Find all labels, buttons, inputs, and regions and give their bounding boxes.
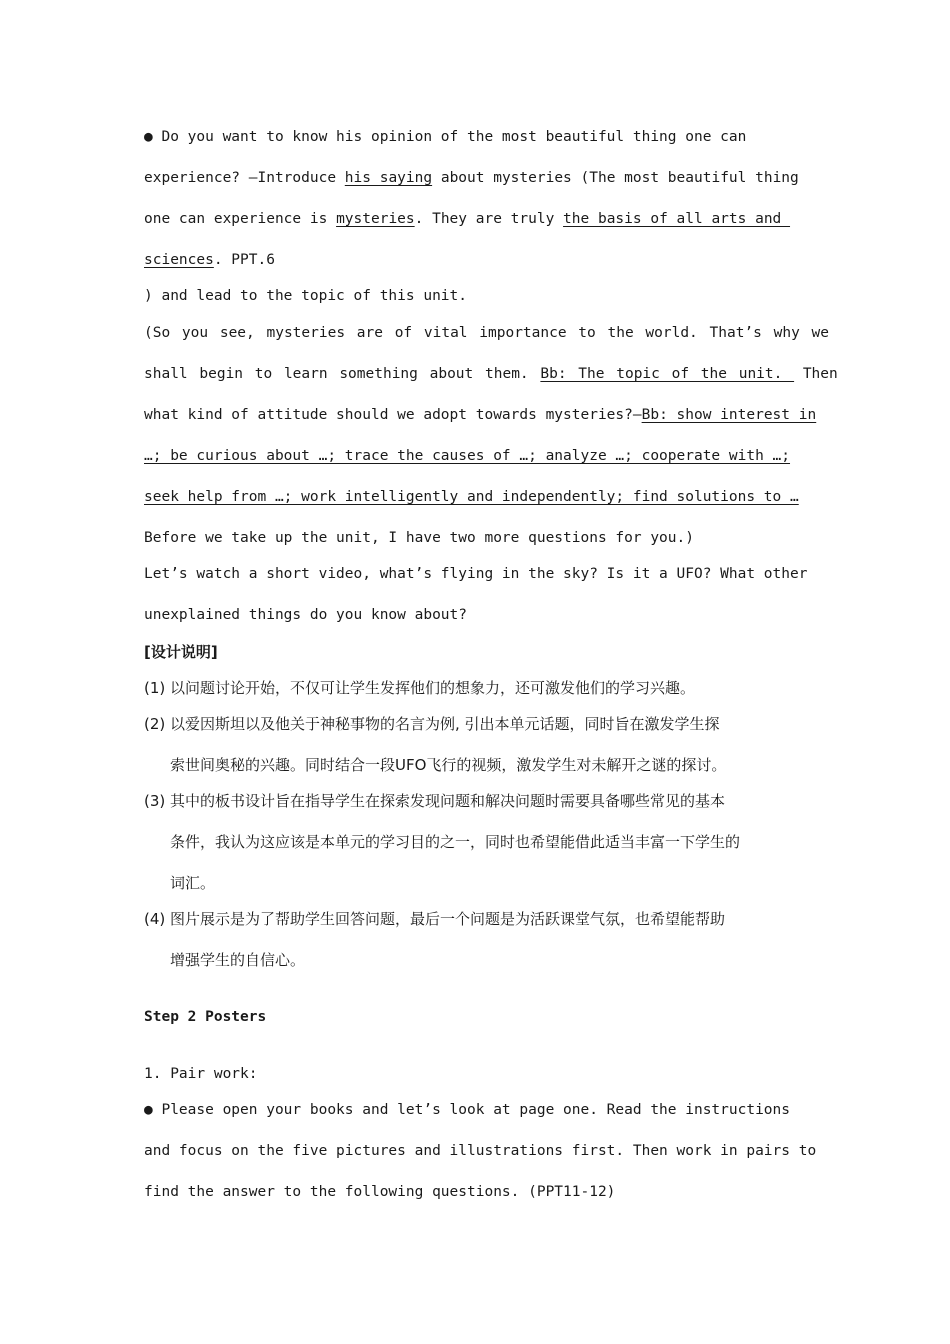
text-line	[144, 1141, 817, 1161]
design-note-item: (3) 其中的板书设计旨在指导学生在探索发现问题和解决问题时需要具备哪些常见的基本	[144, 792, 726, 810]
underlined-text: Bb: show interest in	[641, 407, 817, 423]
text-line	[144, 446, 808, 466]
text-span: what kind of attitude should we adopt towards mysteries?—	[144, 407, 642, 423]
underlined-text: sciences	[144, 252, 214, 268]
text-line	[144, 250, 808, 270]
text-span: Before we take up the unit, I have two more questions for you.)	[144, 530, 694, 546]
text-line	[144, 605, 808, 625]
text-span: about mysteries (The most beautiful thing	[432, 170, 799, 186]
design-notes-heading: [设计说明]	[144, 643, 218, 661]
underlined-text: the basis of all arts and	[563, 211, 791, 227]
text-line	[144, 209, 808, 229]
text-span: Let’s watch a short video, what’s flying in the sky? Is it a UFO? What other	[144, 566, 808, 582]
text-line	[144, 1182, 808, 1202]
design-note-continuation: 索世间奥秘的兴趣。同时结合一段UFO飞行的视频，激发学生对未解开之谜的探讨。	[170, 756, 727, 774]
underlined-text: Bb: The topic of the unit.	[540, 366, 795, 382]
text-line	[144, 364, 838, 384]
text-span: shall begin to learn something about them.	[144, 366, 541, 382]
text-line	[144, 528, 808, 548]
design-note-item: (4) 图片展示是为了帮助学生回答问题，最后一个问题是为活跃课堂气氛，也希望能帮助	[144, 910, 726, 928]
text-line	[144, 286, 808, 306]
text-span: . They are truly	[414, 211, 564, 227]
design-note-item: (1) 以问题讨论开始，不仅可让学生发挥他们的想象力，还可激发他们的学习兴趣。	[144, 679, 696, 697]
text-span: one can experience is	[144, 211, 337, 227]
text-line	[144, 127, 808, 147]
text-line	[144, 1100, 808, 1120]
text-span: Then	[794, 366, 838, 382]
text-span: experience? —Introduce	[144, 170, 345, 186]
design-note-continuation: 增强学生的自信心。	[170, 951, 306, 969]
text-span: unexplained things do you know about?	[144, 607, 468, 623]
text-line	[144, 487, 808, 507]
design-note-item: (2) 以爱因斯坦以及他关于神秘事物的名言为例, 引出本单元话题，同时旨在激发学生探	[144, 715, 720, 733]
underlined-text: his saying	[344, 170, 433, 186]
underlined-text: mysteries	[336, 211, 415, 227]
text-line	[144, 564, 808, 584]
design-note-continuation: 词汇。	[170, 874, 216, 892]
pair-work-label: 1. Pair work:	[144, 1066, 258, 1082]
design-note-continuation: 条件，我认为这应该是本单元的学习目的之一，同时也希望能借此适当丰富一下学生的	[170, 833, 741, 851]
text-span: ) and lead to the topic of this unit.	[144, 288, 468, 304]
bullet-question-text: ● Do you want to know his opinion of the most beautiful thing one can	[144, 129, 747, 145]
text-line	[144, 168, 808, 188]
underlined-text: seek help from …; work intelligently and independently; find solutions to …	[144, 489, 799, 505]
underlined-text: …; be curious about …; trace the causes of …; analyze …; cooperate with …;	[144, 448, 791, 464]
text-line	[144, 405, 817, 425]
step2-heading: Step 2 Posters	[144, 1009, 267, 1025]
text-span: find the answer to the following questions. (PPT11-12)	[144, 1184, 616, 1200]
text-span: ● Please open your books and let’s look at page one. Read the instructions	[144, 1102, 791, 1118]
text-line	[144, 323, 830, 343]
text-span: . PPT.6	[213, 252, 275, 268]
text-span: (So you see, mysteries are of vital importance to the world. That’s why we	[144, 325, 830, 341]
text-span: and focus on the five pictures and illustrations first. Then work in pairs to	[144, 1143, 817, 1159]
